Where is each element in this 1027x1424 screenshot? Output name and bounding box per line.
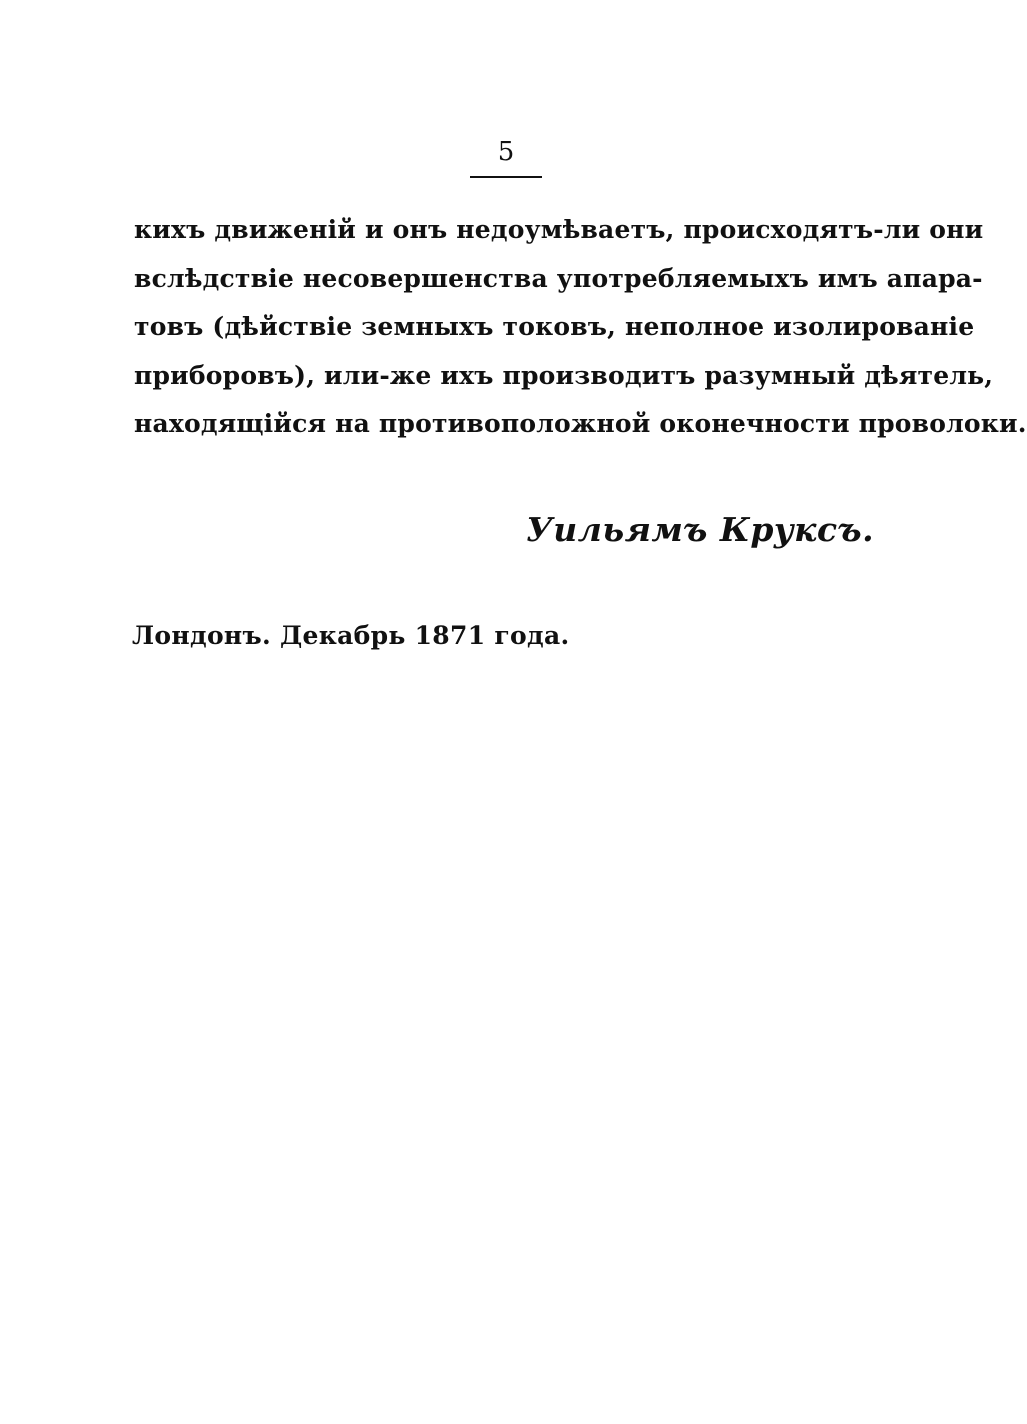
text-line: находящiйся на противоположной оконечности проволоки. <box>134 409 1027 438</box>
text-line: приборовъ), или-же ихъ производитъ разумный дѣятель, <box>134 360 994 390</box>
text-line: товъ (дѣйствiе земныхъ токовъ, неполное изолированiе <box>134 312 975 341</box>
header-rule <box>470 176 542 178</box>
body-paragraph <box>134 206 1027 449</box>
page-number: 5 <box>497 137 515 167</box>
place-date-line: Лондонъ. Декабрь 1871 года. <box>132 621 570 650</box>
author-signature: Уильямъ Круксъ. <box>526 510 875 549</box>
text-line: кихъ движенiй и онъ недоумѣваетъ, происходятъ-ли они <box>134 215 984 244</box>
text-line: вслѣдствiе несовершенства употребляемыхъ имъ апара- <box>134 263 983 293</box>
